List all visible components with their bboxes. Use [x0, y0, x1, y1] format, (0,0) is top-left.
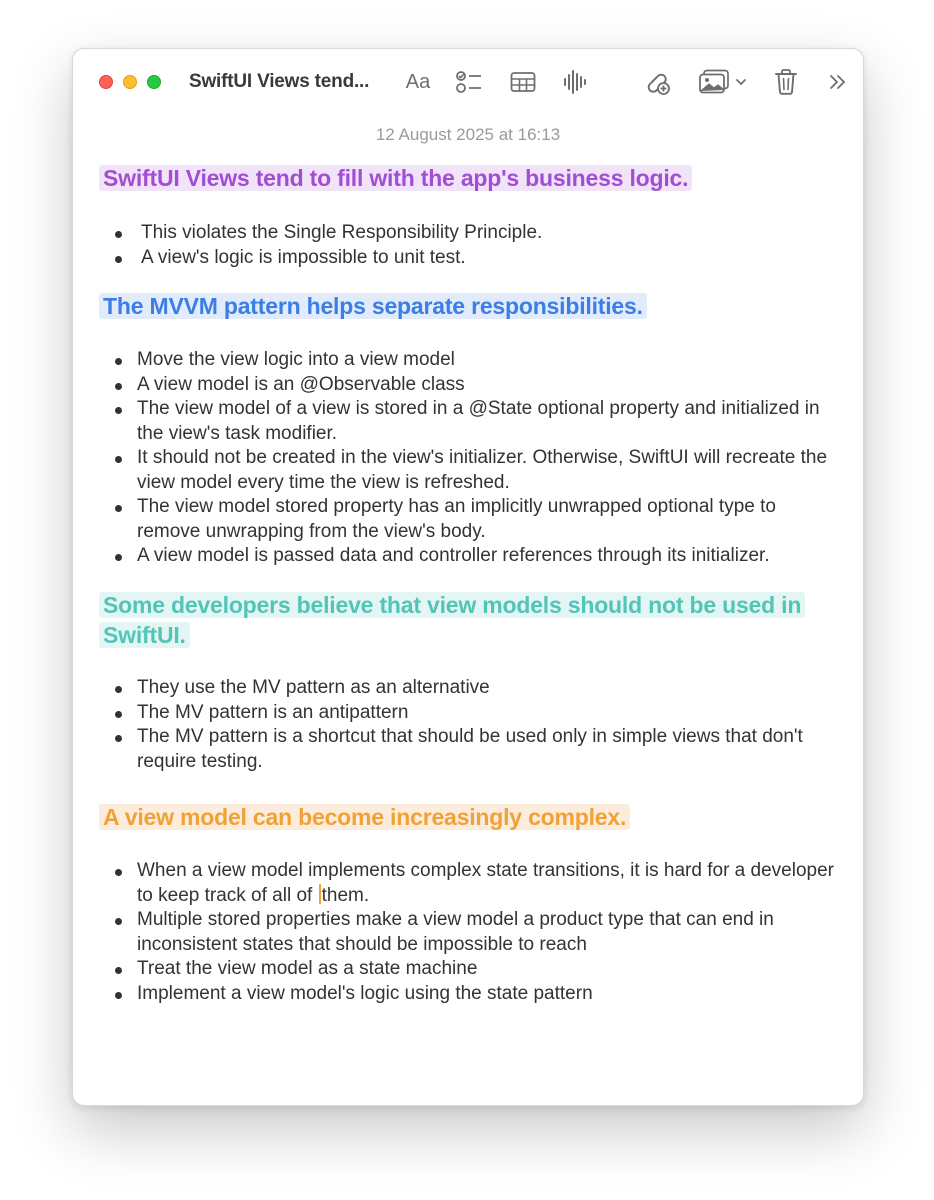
collaborate-button[interactable] — [641, 67, 673, 97]
audio-waveform-icon — [562, 69, 588, 95]
note-heading: The MVVM pattern helps separate responsibilities. — [99, 291, 647, 321]
text-cursor — [319, 884, 321, 904]
list-item: The MV pattern is a shortcut that should be used only in simple views that don't require testing. — [137, 725, 837, 774]
list-item: Move the view logic into a view model — [137, 348, 837, 373]
zoom-window-button[interactable] — [147, 75, 161, 89]
format-label: Aa — [405, 70, 431, 93]
note-heading: Some developers believe that view models should not be used in SwiftUI. — [99, 590, 829, 650]
list-item: The view model of a view is stored in a @State optional property and initialized in the view's task modifier. — [137, 397, 837, 446]
close-window-button[interactable] — [99, 75, 113, 89]
list-item: The MV pattern is an antipattern — [137, 701, 837, 726]
chevron-down-icon — [734, 75, 748, 89]
note-heading: A view model can become increasingly complex. — [99, 802, 630, 832]
table-icon — [510, 71, 536, 93]
bullet-list — [141, 221, 841, 270]
bullet-list — [137, 676, 837, 774]
trash-icon — [774, 68, 798, 96]
list-item: A view's logic is impossible to unit test. — [141, 246, 841, 271]
minimize-window-button[interactable] — [123, 75, 137, 89]
more-toolbar-button[interactable] — [823, 67, 851, 97]
bullet-list — [137, 859, 837, 1006]
list-item: This violates the Single Responsibility Principle. — [141, 221, 841, 246]
list-item: Treat the view model as a state machine — [137, 957, 837, 982]
list-item: They use the MV pattern as an alternative — [137, 676, 837, 701]
list-item: Multiple stored properties make a view model a product type that can end in inconsistent states that should be impossible to reach — [137, 908, 837, 957]
checklist-button[interactable] — [453, 67, 485, 97]
bullet-list — [137, 348, 837, 569]
list-item: When a view model implements complex state transitions, it is hard for a developer to keep track of all of them. — [137, 859, 837, 908]
format-button[interactable] — [401, 67, 435, 97]
list-item: A view model is passed data and controller references through its initializer. — [137, 544, 837, 569]
list-item: The view model stored property has an implicitly unwrapped optional type to remove unwrapping from the view's body. — [137, 495, 837, 544]
list-item: A view model is an @Observable class — [137, 373, 837, 398]
window-title: SwiftUI Views tend... — [189, 71, 370, 92]
media-button[interactable] — [695, 67, 751, 97]
list-item: It should not be created in the view's initializer. Otherwise, SwiftUI will recreate the view model every time the view is refreshed. — [137, 446, 837, 495]
more-chevrons-icon — [827, 72, 847, 92]
notes-window — [72, 48, 864, 1106]
list-item: Implement a view model's logic using the state pattern — [137, 982, 837, 1007]
collaborate-icon — [642, 68, 672, 96]
media-icon — [698, 69, 730, 95]
delete-button[interactable] — [771, 67, 801, 97]
note-date: 12 August 2025 at 16:13 — [375, 125, 561, 144]
table-button[interactable] — [507, 67, 539, 97]
checklist-icon — [455, 69, 483, 95]
audio-button[interactable] — [559, 67, 591, 97]
toolbar — [73, 49, 863, 117]
note-heading: SwiftUI Views tend to fill with the app's business logic. — [99, 163, 692, 193]
